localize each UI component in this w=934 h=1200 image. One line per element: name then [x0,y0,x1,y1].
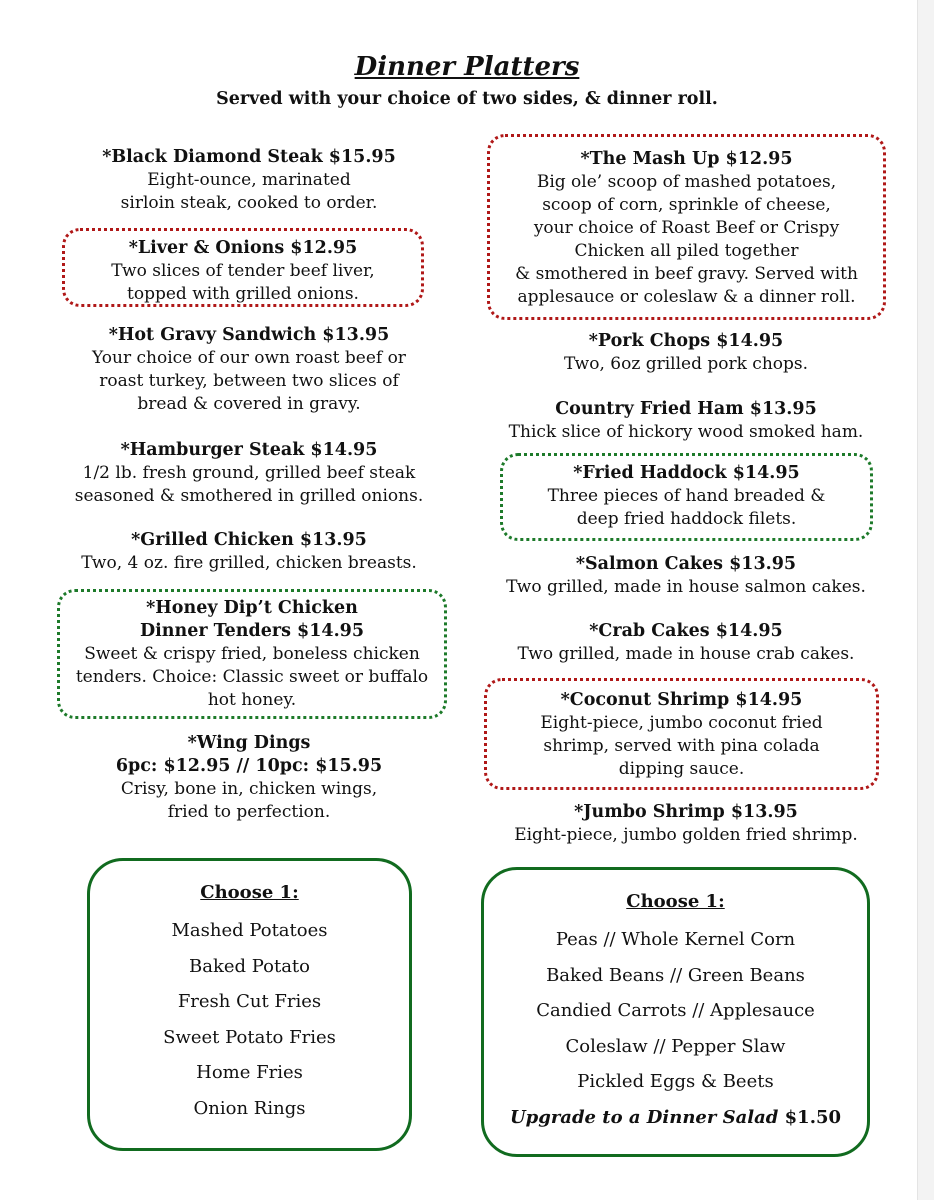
sides-heading: Choose 1: [626,891,725,912]
page-subtitle: Served with your choice of two sides, & dinner roll. [216,89,718,109]
item-desc: Two, 6oz grilled pork chops. [563,354,809,374]
menu-item-hot-gravy-sandwich [60,324,438,416]
item-desc: Crisy, bone in, chicken wings, [120,779,378,799]
item-desc: Three pieces of hand breaded & [547,486,826,506]
item-name: *Black Diamond Steak $15.95 [102,147,396,167]
item-desc: deep fried haddock filets. [576,509,797,529]
item-name: *Salmon Cakes $13.95 [575,554,797,574]
item-desc: shrimp, served with pina colada [543,736,820,756]
menu-item-mash-up [487,134,886,320]
item-desc: seasoned & smothered in grilled onions. [74,486,424,506]
item-desc: 1/2 lb. fresh ground, grilled beef steak [82,463,416,483]
item-desc: Eight-piece, jumbo golden fried shrimp. [514,825,858,845]
item-name: *Coconut Shrimp $14.95 [560,690,803,710]
item-desc: Big ole’ scoop of mashed potatoes, [536,172,837,192]
menu-item-coconut-shrimp [484,678,879,790]
side-option: Pickled Eggs & Beets [577,1071,774,1092]
item-desc: applesauce or coleslaw & a dinner roll. [517,287,856,307]
item-desc: roast turkey, between two slices of [99,371,399,391]
side-option: Candied Carrots // Applesauce [536,1000,815,1021]
menu-item-pork-chops [486,330,886,376]
item-name: *Honey Dip’t Chicken [146,598,358,618]
item-name: *Fried Haddock $14.95 [573,463,800,483]
item-name: Dinner Tenders $14.95 [139,621,365,641]
item-desc: bread & covered in gravy. [137,394,361,414]
item-name: *Grilled Chicken $13.95 [131,530,367,550]
side-option: Peas // Whole Kernel Corn [555,929,796,950]
side-option: Baked Beans // Green Beans [546,964,805,986]
item-desc: Two slices of tender beef liver, [111,261,375,281]
item-desc: Two grilled, made in house salmon cakes. [506,577,866,597]
item-desc: Two, 4 oz. fire grilled, chicken breasts. [81,553,417,573]
item-desc: sirloin steak, cooked to order. [120,193,378,213]
item-desc: Your choice of our own roast beef or [92,348,406,368]
side-option: Sweet Potato Fries [163,1026,336,1048]
item-desc: & smothered in beef gravy. Served with [515,264,858,284]
item-desc: scoop of corn, sprinkle of cheese, [542,195,831,215]
dinner-salad-upgrade [484,1100,867,1136]
item-desc: Sweet & crispy fried, boneless chicken [84,644,420,664]
item-name: Country Fried Ham $13.95 [555,399,817,419]
item-desc: your choice of Roast Beef or Crispy [533,218,840,238]
item-desc: Two grilled, made in house crab cakes. [517,644,855,664]
page-edge [917,0,934,1200]
page-title: Dinner Platters [354,52,580,82]
item-name: *The Mash Up $12.95 [580,149,793,169]
item-name: *Crab Cakes $14.95 [589,621,783,641]
menu-item-hamburger-steak [50,439,448,508]
sides-box-right [481,867,870,1157]
item-name: *Hamburger Steak $14.95 [120,440,378,460]
item-name: *Wing Dings [187,733,311,753]
side-option: Home Fries [196,1062,303,1083]
menu-item-liver-onions [62,228,424,307]
side-option: Coleslaw // Pepper Slaw [565,1035,786,1057]
item-desc: dipping sauce. [618,759,745,779]
item-name: *Pork Chops $14.95 [588,331,784,351]
item-desc: tenders. Choice: Classic sweet or buffalo [75,667,429,687]
menu-item-fried-haddock [500,453,873,541]
item-desc: Eight-ounce, marinated [147,170,351,190]
item-desc: Chicken all piled together [574,241,799,261]
item-desc: hot honey. [207,690,297,710]
menu-item-grilled-chicken [50,529,448,575]
item-desc: Thick slice of hickory wood smoked ham. [508,422,864,442]
menu-item-wing-dings [60,732,438,824]
sides-heading: Choose 1: [200,882,299,903]
side-option: Baked Potato [188,955,311,977]
item-name: *Jumbo Shrimp $13.95 [574,802,798,822]
menu-item-crab-cakes [486,620,886,666]
item-desc: Eight-piece, jumbo coconut fried [540,713,823,733]
item-name: *Liver & Onions $12.95 [128,238,358,258]
menu-item-honey-dipt-tenders [57,589,447,719]
menu-item-black-diamond-steak [60,146,438,215]
upgrade-label: Upgrade to a Dinner Salad [509,1106,779,1128]
item-desc: fried to perfection. [167,802,331,822]
side-option: Mashed Potatoes [171,920,328,941]
upgrade-price: $1.50 [784,1106,842,1128]
side-option: Onion Rings [193,1097,306,1119]
side-option: Fresh Cut Fries [177,991,322,1012]
menu-item-salmon-cakes [486,553,886,599]
item-name: *Hot Gravy Sandwich $13.95 [108,325,390,345]
item-desc: topped with grilled onions. [127,284,359,304]
menu-item-jumbo-shrimp [486,801,886,847]
menu-item-country-fried-ham [486,398,886,444]
item-name: 6pc: $12.95 // 10pc: $15.95 [115,756,383,776]
sides-box-left [87,858,412,1151]
